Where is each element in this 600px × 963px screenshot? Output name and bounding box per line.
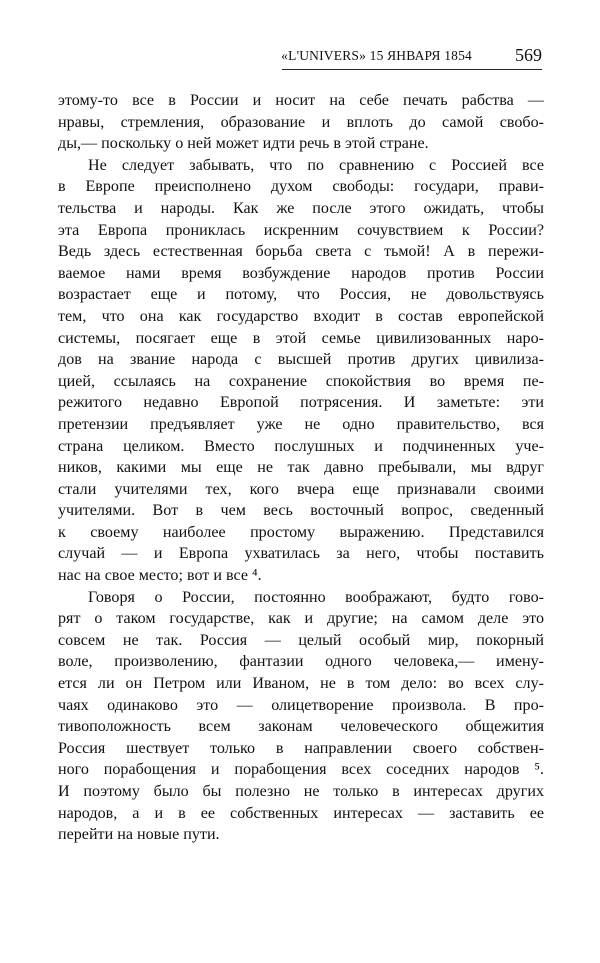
text-line: этому-то все в России и носит на себе печать рабства — xyxy=(58,92,544,109)
text-line: дов на звание народа с высшей против других цивилиза- xyxy=(58,351,544,369)
text-line: ды,— поскольку о ней может идти речь в этой стране. xyxy=(58,135,429,153)
text-line: в Европе преисполнено духом свободы: государи, прави- xyxy=(58,178,544,196)
text-line: ваемое нами время возбуждение народов против России xyxy=(58,264,544,282)
text-line: рят о таком государстве, как и другие; на самом деле это xyxy=(58,610,544,628)
text-line: системы, посягает еще в этой семье цивилизованных наро- xyxy=(58,329,544,347)
text-line: тем, что она как государство входит в состав европейской xyxy=(58,307,544,325)
text-line: ется ли он Петром или Иваном, не в том дело: во всех слу- xyxy=(58,675,544,693)
text-line: И поэтому было бы полезно не только в интересах других xyxy=(58,783,544,800)
text-line: воле, произволению, фантазии одного человека,— имену- xyxy=(58,653,544,671)
paragraph-2 xyxy=(58,155,544,587)
text-line: претензии предъявляет уже не одно правительство, вся xyxy=(58,415,544,433)
text-line: чаях одинаково это — олицетворение произвола. В про- xyxy=(58,696,544,714)
text-line: совсем не так. Россия — целый особый мир, покорный xyxy=(58,631,544,649)
text-line: страна целиком. Вместо послушных и подчиненных уче- xyxy=(58,437,544,455)
text-line: народов, а и в ее собственных интересах — заставить ее xyxy=(58,804,544,822)
text-line: перейти на новые пути. xyxy=(58,826,220,844)
text-line: Ведь здесь естественная борьба света с тьмой! А в пережи- xyxy=(58,243,544,261)
page-number: 569 xyxy=(515,45,542,65)
text-line: тельства и народы. Как же после этого ожидать, чтобы xyxy=(58,199,544,217)
text-line: Россия шествует только в направлении своего собствен- xyxy=(58,739,544,757)
text-line: возрастает еще и потому, что Россия, не довольствуясь xyxy=(58,286,544,304)
running-head xyxy=(60,42,542,72)
text-line: нравы, стремления, образование и вплоть до самой свобо- xyxy=(58,113,544,131)
text-line: Говоря о России, постоянно воображают, будто гово- xyxy=(88,588,544,606)
text-line: ников, какими мы еще не так давно пребывали, мы вдруг xyxy=(58,459,544,477)
text-line: ного порабощения и порабощения всех соседних народов ⁵. xyxy=(58,761,544,779)
text-line: учителями. Вот в чем весь восточный вопрос, сведенный xyxy=(58,502,544,520)
body-text xyxy=(58,90,544,846)
text-line: Не следует забывать, что по сравнению с Россией все xyxy=(88,156,544,174)
running-head-title: «L'UNIVERS» 15 ЯНВАРЯ 1854 xyxy=(281,48,472,63)
text-line: режитого недавно Европой потрясения. И заметьте: эти xyxy=(58,394,544,412)
text-line: случай — и Европа ухватилась за него, чтобы поставить xyxy=(58,545,544,563)
text-line: цией, ссылаясь на сохранение спокойствия во время пе- xyxy=(58,372,544,390)
paragraph-3 xyxy=(58,587,544,846)
text-line: стали учителями тех, кого вчера еще признавали своими xyxy=(58,480,544,498)
text-line: нас на свое место; вот и все ⁴. xyxy=(58,567,262,585)
running-head-rule xyxy=(282,69,542,70)
text-line: эта Европа прониклась искренним сочувствием к России? xyxy=(58,221,544,239)
text-line: тивоположность всем законам человеческого общежития xyxy=(58,718,544,736)
text-line: к своему наиболее простому выражению. Представился xyxy=(58,523,544,541)
paragraph-1 xyxy=(58,90,544,155)
